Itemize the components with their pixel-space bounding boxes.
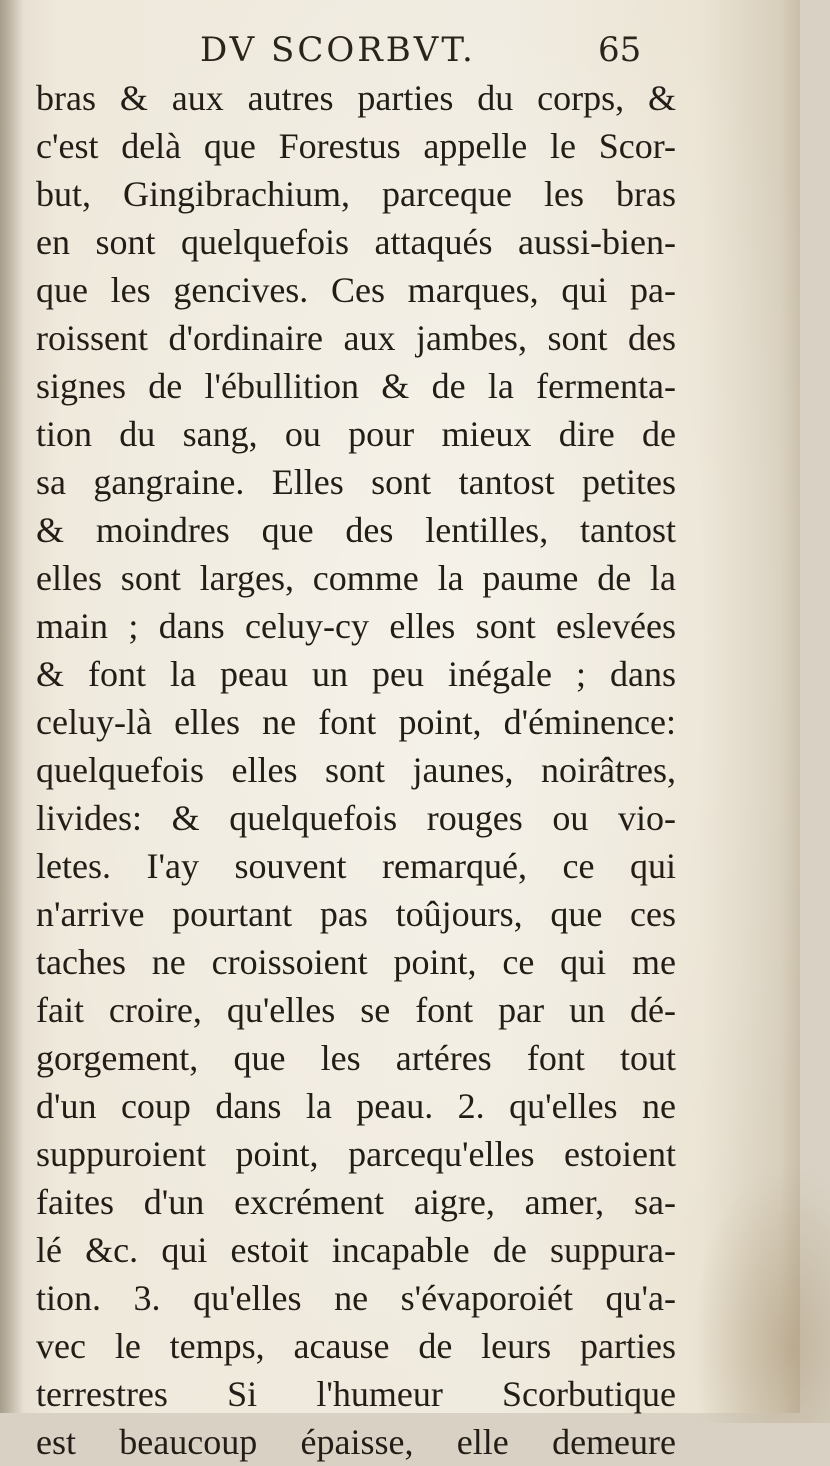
text-line: bras & aux autres parties du corps, & bbox=[36, 78, 676, 118]
text-line: tion. 3. qu'elles ne s'évaporoiét qu'a- bbox=[36, 1278, 676, 1318]
text-line: est beaucoup épaisse, elle demeure bbox=[36, 1422, 676, 1462]
text-line: que les gencives. Ces marques, qui pa- bbox=[36, 270, 676, 310]
text-line: elles sont larges, comme la paume de la bbox=[36, 558, 676, 598]
text-line: quelquefois elles sont jaunes, noirâtres, bbox=[36, 750, 676, 790]
text-line: n'arrive pourtant pas toûjours, que ces bbox=[36, 894, 676, 934]
text-line: celuy-là elles ne font point, d'éminence: bbox=[36, 702, 676, 742]
page-number: 65 bbox=[598, 30, 642, 70]
text-line: gorgement, que les artéres font tout bbox=[36, 1038, 676, 1078]
text-line: taches ne croissoient point, ce qui me bbox=[36, 942, 676, 982]
text-line: letes. I'ay souvent remarqué, ce qui bbox=[36, 846, 676, 886]
text-line: signes de l'ébullition & de la fermenta- bbox=[36, 366, 676, 406]
text-line: faites d'un excrément aigre, amer, sa- bbox=[36, 1182, 676, 1222]
text-line: & moindres que des lentilles, tantost bbox=[36, 510, 676, 550]
text-line: lé &c. qui estoit incapable de suppura- bbox=[36, 1230, 676, 1270]
text-line: c'est delà que Forestus appelle le Scor- bbox=[36, 126, 676, 166]
body-text bbox=[36, 74, 676, 1466]
text-line: fait croire, qu'elles se font par un dé- bbox=[36, 990, 676, 1030]
text-line: tion du sang, ou pour mieux dire de bbox=[36, 414, 676, 454]
text-line: but, Gingibrachium, parceque les bras bbox=[36, 174, 676, 214]
text-line: suppuroient point, parcequ'elles estoient bbox=[36, 1134, 676, 1174]
text-line: main ; dans celuy-cy elles sont eslevées bbox=[36, 606, 676, 646]
text-line: sa gangraine. Elles sont tantost petites bbox=[36, 462, 676, 502]
text-line: roissent d'ordinaire aux jambes, sont des bbox=[36, 318, 676, 358]
running-head: DV SCORBVT. bbox=[200, 30, 476, 70]
text-line: & font la peau un peu inégale ; dans bbox=[36, 654, 676, 694]
text-line: terrestres Si l'humeur Scorbutique bbox=[36, 1374, 676, 1414]
text-line: d'un coup dans la peau. 2. qu'elles ne bbox=[36, 1086, 676, 1126]
text-line: vec le temps, acause de leurs parties bbox=[36, 1326, 676, 1366]
text-line: en sont quelquefois attaqués aussi-bien- bbox=[36, 222, 676, 262]
text-line: livides: & quelquefois rouges ou vio- bbox=[36, 798, 676, 838]
